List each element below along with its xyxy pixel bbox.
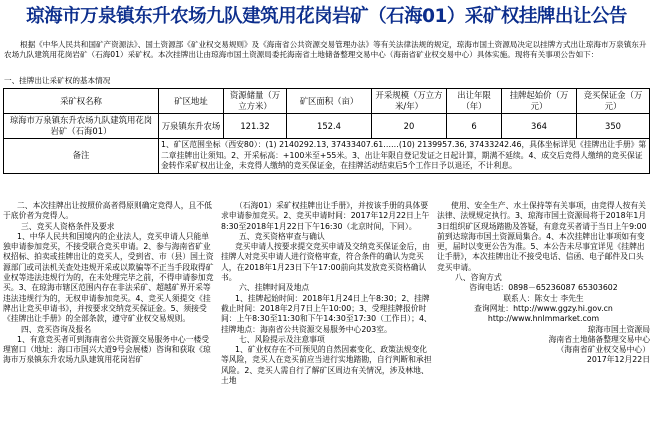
paragraph: http://www.hnlmmarket.com [487, 314, 600, 324]
table-cell: 琼海市万泉镇东升农场九队建筑用花岗岩矿（石海01） [4, 114, 159, 139]
paragraph: 使用、安全生产、水土保持等有关事项，由竞得人按有关法律、法规规定执行。3、琼海市国土资源局将于2018年1月3日组织矿区现场踏勘及答疑，有意竞买者请于当日上午9:00前到达琼海市国土资源局集合。4、本次挂牌出让事项如有变更，届时以变更公告为准。5、本公告未尽事宜详见《挂牌出让手册》，本次挂牌出让不接受电话、信函、电子邮件及口头竞买申请。 [437, 201, 647, 272]
column-3 [437, 201, 650, 445]
section-heading: 五、竞买资格审查与确认 [239, 231, 325, 241]
table-cell: 152.4 [287, 114, 372, 139]
column-1 [3, 201, 221, 445]
page-title: 琼海市万泉镇东升农场九队建筑用花岗岩矿（石海01）采矿权挂牌出让公告 [26, 6, 627, 27]
table-header-row [4, 89, 650, 114]
signature-line: （海南省矿业权交易中心） [556, 345, 650, 355]
table-header: 出让年限（年） [447, 89, 502, 114]
paragraph: 咨询电话：0898－65236087 65303602 [469, 283, 618, 293]
mining-right-info-table [3, 88, 650, 174]
section-heading: 七、风险提示及注意事项 [239, 334, 325, 344]
table-header: 采矿权名称 [4, 89, 159, 114]
paragraph: 1、中华人民共和国境内的企业法人，竞买申请人只能单独申请参加竞买，不接受联合竞买申请。2、参与海南省矿业权招标、拍卖或挂牌出让的竞买人，受到省、市（县）国土资源部门或司法机关查处违规开采或以欺骗等不正当手段取得矿业权等违法违规行为的，在未处理完毕之前，不得申请参加竞买。3、在琼海市辖区范围内存在非法采矿、超越矿界开采等违法违规行为的，无权申请参加竞买。4、竞买人须提交《挂牌出让竞买申请书》，并按要求交纳竞买保证金。5、须接受《挂牌出让手册》的全部条款，遵守矿业权交易规则。 [3, 231, 214, 324]
table-cell: 20 [372, 114, 447, 139]
signature-line: 琼海市国土资源局 [587, 324, 650, 334]
table-cell: 350 [577, 114, 650, 139]
body-columns [3, 201, 650, 445]
paragraph: 1、有意竞买者可到海南省公共资源交易服务中心一楼受理窗口（地址：海口市国兴大道9号会展楼）咨询和获取《琼海市万泉镇东升农场九队建筑用花岗岩矿 [3, 334, 211, 365]
section-1-heading: 一、挂牌出让采矿权的基本情况 [4, 76, 111, 85]
table-cell: 万泉镇东升农场 [159, 114, 224, 139]
table-cell: 121.32 [224, 114, 287, 139]
paragraph: 联系人：陈女士 李先生 [503, 293, 584, 303]
table-header: 资源储量（万立方米） [224, 89, 287, 114]
paragraph: 1、挂牌起始时间：2018年1月24日上午8:30；2、挂牌截止时间：2018年2月7日上午10:00；3、受理挂牌报价时间：上午8:30至11:30和下午14:30至17:30（工作日）；4、挂牌地点：海南省公共资源交易服务中心203室。 [221, 293, 432, 334]
table-header: 开采规模（万立方米/年） [372, 89, 447, 114]
paragraph: 竞买申请人按要求提交竞买申请及交纳竞买保证金后，由挂牌人对竞买申请人进行资格审查，符合条件的确认为竞买人，在2018年1月23日下午17:00前向其发放竞买资格确认书。 [221, 242, 430, 283]
paragraph: 1、矿业权存在不可预见的自然因素变化、政策法规变化等风险，竞买人在竞买前应当进行实地踏勘，自行判断和承担风险。2、竞买人需自行了解矿区周边有关情况，涉及林地、土地 [221, 345, 432, 386]
intro-paragraph: 根据《中华人民共和国矿产资源法》、国土资源部《矿业权交易规则》及《海南省公共资源交易管理办法》等有关法律法规的规定，琼海市国土资源局决定以挂牌方式出让琼海市万泉镇东升农场九队建筑用花岗岩矿（石海01）采矿权。本次挂牌出让由琼海市国土资源局委托海南省土地储备整理交易中心（海南省矿业权交易中心）具体实施。现将有关事项公告如下： [4, 40, 647, 59]
table-header: 竞买保证金（万元） [577, 89, 650, 114]
paragraph: 查询网址：http://www.ggzy.hi.gov.cn [474, 303, 613, 313]
section-heading: 三、竞买人资格条件及要求 [21, 221, 115, 231]
table-cell: 364 [502, 114, 577, 139]
signature-line: 海南省土地储备整理交易中心 [548, 334, 650, 344]
section-heading: 四、竞买咨询及报名 [21, 324, 92, 334]
table-header: 矿区面积（亩） [287, 89, 372, 114]
section-heading: 八、咨询方式 [455, 273, 502, 283]
paragraph: （石海01）采矿权挂牌出让手册》，并按该手册的具体要求申请参加竞买。2、竞买申请时间：2017年12月22日上午8:30至2018年1月22日下午16:30（北京时间，下同）。 [221, 201, 430, 231]
section-heading: 六、挂牌时间及地点 [239, 283, 310, 293]
paragraph: 二、本次挂牌出让按照价高者得原则确定竞得人，且不低于底价者为竞得人。 [3, 201, 212, 221]
table-row [4, 114, 650, 139]
table-header: 矿区地址 [159, 89, 224, 114]
table-cell: 6 [447, 114, 502, 139]
table-note-row [4, 139, 650, 174]
column-2 [221, 201, 437, 445]
signature-line: 2017年12月22日 [586, 355, 650, 365]
table-header: 挂牌起始价（万元） [502, 89, 577, 114]
note-label: 备注 [4, 139, 159, 174]
note-text: 1、矿区范围坐标（西安80）：(1) 2140292.13, 37433407.61……(10) 2139957.36, 37433242.46，具体坐标详见《挂牌出让手册》第二章挂牌出让须知。2、开采标高：+100米至+55米。3、出让年限自登记发证之日起计算，期满不延续。4、成交后竞得人缴纳的竞买保证金转作采矿权出让金，未竞得人缴纳的竞买保证金，在挂牌活动结束后5个工作日予以退还，不计利息。 [159, 139, 650, 174]
